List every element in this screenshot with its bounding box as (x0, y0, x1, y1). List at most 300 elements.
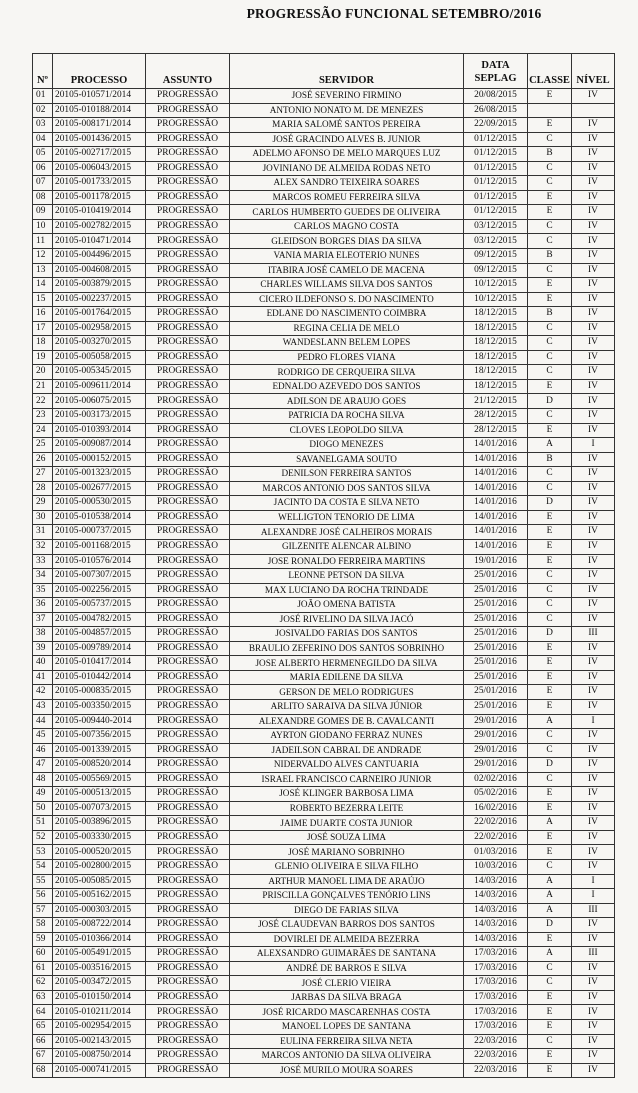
nivel-cell: IV (572, 1049, 615, 1064)
servidor-cell: PRISCILLA GONÇALVES TENÓRIO LINS (230, 889, 464, 904)
data-cell: 02/02/2016 (464, 772, 528, 787)
classe-cell: C (528, 583, 572, 598)
row-number: 50 (33, 801, 53, 816)
nivel-cell: IV (572, 1063, 615, 1078)
nivel-cell: I (572, 438, 615, 453)
data-cell: 05/02/2016 (464, 787, 528, 802)
assunto-cell: PROGRESSÃO (146, 409, 230, 424)
table-row (33, 729, 615, 744)
table-row (33, 89, 615, 104)
processo-cell: 20105-010538/2014 (53, 510, 146, 525)
servidor-cell: ADELMO AFONSO DE MELO MARQUES LUZ (230, 147, 464, 162)
nivel-cell: IV (572, 118, 615, 133)
row-number: 24 (33, 423, 53, 438)
servidor-cell: JADEILSON CABRAL DE ANDRADE (230, 743, 464, 758)
row-number: 21 (33, 379, 53, 394)
nivel-cell: I (572, 889, 615, 904)
row-number: 04 (33, 132, 53, 147)
processo-cell: 20105-003330/2015 (53, 830, 146, 845)
table-row (33, 816, 615, 831)
servidor-cell: MARIA EDILENE DA SILVA (230, 670, 464, 685)
table-row (33, 147, 615, 162)
row-number: 66 (33, 1034, 53, 1049)
row-number: 01 (33, 89, 53, 104)
data-cell: 28/12/2015 (464, 409, 528, 424)
data-cell: 28/12/2015 (464, 423, 528, 438)
data-cell: 22/02/2016 (464, 816, 528, 831)
table-row (33, 409, 615, 424)
progression-table (32, 53, 615, 1078)
assunto-cell: PROGRESSÃO (146, 612, 230, 627)
servidor-cell: JOSÉ MARIANO SOBRINHO (230, 845, 464, 860)
data-cell: 29/01/2016 (464, 714, 528, 729)
row-number: 64 (33, 1005, 53, 1020)
classe-cell: C (528, 234, 572, 249)
classe-cell: C (528, 481, 572, 496)
row-number: 29 (33, 496, 53, 511)
table-row (33, 1034, 615, 1049)
classe-cell: E (528, 641, 572, 656)
classe-cell: C (528, 219, 572, 234)
servidor-cell: JACINTO DA COSTA E SILVA NETO (230, 496, 464, 511)
assunto-cell: PROGRESSÃO (146, 365, 230, 380)
processo-cell: 20105-000835/2015 (53, 685, 146, 700)
row-number: 11 (33, 234, 53, 249)
classe-cell: E (528, 670, 572, 685)
servidor-cell: GERSON DE MELO RODRIGUES (230, 685, 464, 700)
nivel-cell: IV (572, 525, 615, 540)
nivel-cell: I (572, 714, 615, 729)
classe-cell: D (528, 918, 572, 933)
nivel-cell: IV (572, 758, 615, 773)
processo-cell: 20105-003173/2015 (53, 409, 146, 424)
assunto-cell: PROGRESSÃO (146, 249, 230, 264)
table-row (33, 758, 615, 773)
classe-cell: C (528, 161, 572, 176)
table-row (33, 627, 615, 642)
data-cell: 01/12/2015 (464, 190, 528, 205)
assunto-cell: PROGRESSÃO (146, 1034, 230, 1049)
processo-cell: 20105-005085/2015 (53, 874, 146, 889)
processo-cell: 20105-002237/2015 (53, 292, 146, 307)
assunto-cell: PROGRESSÃO (146, 1005, 230, 1020)
processo-cell: 20105-008750/2014 (53, 1049, 146, 1064)
header-processo: PROCESSO (53, 54, 146, 89)
nivel-cell: IV (572, 656, 615, 671)
assunto-cell: PROGRESSÃO (146, 103, 230, 118)
assunto-cell: PROGRESSÃO (146, 656, 230, 671)
classe-cell: C (528, 321, 572, 336)
processo-cell: 20105-008520/2014 (53, 758, 146, 773)
processo-cell: 20105-003472/2015 (53, 976, 146, 991)
processo-cell: 20105-005345/2015 (53, 365, 146, 380)
classe-cell: E (528, 554, 572, 569)
table-row (33, 772, 615, 787)
servidor-cell: MARCOS ANTONIO DOS SANTOS SILVA (230, 481, 464, 496)
data-cell: 18/12/2015 (464, 321, 528, 336)
assunto-cell: PROGRESSÃO (146, 569, 230, 584)
processo-cell: 20105-008171/2014 (53, 118, 146, 133)
servidor-cell: JOSÉ CLAUDEVAN BARROS DOS SANTOS (230, 918, 464, 933)
row-number: 65 (33, 1020, 53, 1035)
processo-cell: 20105-000520/2015 (53, 845, 146, 860)
processo-cell: 20105-000530/2015 (53, 496, 146, 511)
servidor-cell: PATRICIA DA ROCHA SILVA (230, 409, 464, 424)
servidor-cell: JOSÉ SEVERINO FIRMINO (230, 89, 464, 104)
processo-cell: 20105-007307/2015 (53, 569, 146, 584)
header-assunto: ASSUNTO (146, 54, 230, 89)
nivel-cell: IV (572, 132, 615, 147)
nivel-cell: IV (572, 161, 615, 176)
classe-cell: E (528, 699, 572, 714)
table-row (33, 118, 615, 133)
servidor-cell: CHARLES WILLAMS SILVA DOS SANTOS (230, 278, 464, 293)
servidor-cell: MARCOS ROMEU FERREIRA SILVA (230, 190, 464, 205)
row-number: 68 (33, 1063, 53, 1078)
data-cell: 25/01/2016 (464, 641, 528, 656)
servidor-cell: JOSÉ MURILO MOURA SOARES (230, 1063, 464, 1078)
classe-cell: E (528, 990, 572, 1005)
row-number: 67 (33, 1049, 53, 1064)
processo-cell: 20105-005162/2015 (53, 889, 146, 904)
header-data-seplag (464, 54, 528, 89)
nivel-cell: IV (572, 1005, 615, 1020)
processo-cell: 20105-002717/2015 (53, 147, 146, 162)
assunto-cell: PROGRESSÃO (146, 263, 230, 278)
assunto-cell: PROGRESSÃO (146, 161, 230, 176)
processo-cell: 20105-010366/2014 (53, 932, 146, 947)
data-cell: 29/01/2016 (464, 743, 528, 758)
nivel-cell: IV (572, 278, 615, 293)
nivel-cell: IV (572, 961, 615, 976)
processo-cell: 20105-002256/2015 (53, 583, 146, 598)
servidor-cell: JOSIVALDO FARIAS DOS SANTOS (230, 627, 464, 642)
assunto-cell: PROGRESSÃO (146, 990, 230, 1005)
data-cell: 29/01/2016 (464, 758, 528, 773)
row-number: 44 (33, 714, 53, 729)
row-number: 13 (33, 263, 53, 278)
processo-cell: 20105-005569/2015 (53, 772, 146, 787)
table-row (33, 918, 615, 933)
assunto-cell: PROGRESSÃO (146, 219, 230, 234)
data-cell: 10/03/2016 (464, 859, 528, 874)
row-number: 61 (33, 961, 53, 976)
servidor-cell: CARLOS HUMBERTO GUEDES DE OLIVEIRA (230, 205, 464, 220)
assunto-cell: PROGRESSÃO (146, 903, 230, 918)
processo-cell: 20105-010417/2014 (53, 656, 146, 671)
nivel-cell: IV (572, 510, 615, 525)
row-number: 49 (33, 787, 53, 802)
row-number: 19 (33, 350, 53, 365)
assunto-cell: PROGRESSÃO (146, 307, 230, 322)
servidor-cell: WANDESLANN BELEM LOPES (230, 336, 464, 351)
nivel-cell: IV (572, 845, 615, 860)
nivel-cell: IV (572, 685, 615, 700)
row-number: 03 (33, 118, 53, 133)
nivel-cell: IV (572, 801, 615, 816)
processo-cell: 20105-004857/2015 (53, 627, 146, 642)
servidor-cell: RODRIGO DE CERQUEIRA SILVA (230, 365, 464, 380)
table-row (33, 874, 615, 889)
servidor-cell: ANTONIO NONATO M. DE MENEZES (230, 103, 464, 118)
processo-cell: 20105-003270/2015 (53, 336, 146, 351)
assunto-cell: PROGRESSÃO (146, 147, 230, 162)
assunto-cell: PROGRESSÃO (146, 787, 230, 802)
data-cell: 21/12/2015 (464, 394, 528, 409)
table-row (33, 976, 615, 991)
servidor-cell: JOSÉ RIVELINO DA SILVA JACÓ (230, 612, 464, 627)
nivel-cell: IV (572, 147, 615, 162)
row-number: 18 (33, 336, 53, 351)
classe-cell: A (528, 714, 572, 729)
classe-cell: A (528, 874, 572, 889)
classe-cell: D (528, 496, 572, 511)
row-number: 40 (33, 656, 53, 671)
servidor-cell: ADILSON DE ARAUJO GOES (230, 394, 464, 409)
processo-cell: 20105-006075/2015 (53, 394, 146, 409)
nivel-cell: IV (572, 787, 615, 802)
data-cell: 25/01/2016 (464, 612, 528, 627)
row-number: 09 (33, 205, 53, 220)
row-number: 23 (33, 409, 53, 424)
row-number: 43 (33, 699, 53, 714)
assunto-cell: PROGRESSÃO (146, 830, 230, 845)
data-cell: 22/03/2016 (464, 1049, 528, 1064)
nivel-cell: IV (572, 467, 615, 482)
servidor-cell: JOSÉ SOUZA LIMA (230, 830, 464, 845)
assunto-cell: PROGRESSÃO (146, 845, 230, 860)
data-cell: 10/12/2015 (464, 278, 528, 293)
servidor-cell: JOSÉ CLERIO VIEIRA (230, 976, 464, 991)
classe-cell: E (528, 1020, 572, 1035)
row-number: 53 (33, 845, 53, 860)
processo-cell: 20105-004496/2015 (53, 249, 146, 264)
nivel-cell: IV (572, 336, 615, 351)
classe-cell: C (528, 263, 572, 278)
nivel-cell (572, 103, 615, 118)
assunto-cell: PROGRESSÃO (146, 423, 230, 438)
row-number: 55 (33, 874, 53, 889)
classe-cell (528, 103, 572, 118)
table-row (33, 845, 615, 860)
assunto-cell: PROGRESSÃO (146, 496, 230, 511)
nivel-cell: IV (572, 554, 615, 569)
header-data-line1: DATA (481, 59, 510, 71)
classe-cell: D (528, 758, 572, 773)
table-row (33, 176, 615, 191)
row-number: 38 (33, 627, 53, 642)
classe-cell: D (528, 627, 572, 642)
nivel-cell: IV (572, 539, 615, 554)
table-row (33, 903, 615, 918)
data-cell: 18/12/2015 (464, 307, 528, 322)
classe-cell: E (528, 539, 572, 554)
table-row (33, 292, 615, 307)
processo-cell: 20105-001323/2015 (53, 467, 146, 482)
data-cell: 17/03/2016 (464, 990, 528, 1005)
table-row (33, 569, 615, 584)
processo-cell: 20105-009611/2014 (53, 379, 146, 394)
assunto-cell: PROGRESSÃO (146, 336, 230, 351)
header-nivel: NÍVEL (572, 54, 615, 89)
assunto-cell: PROGRESSÃO (146, 394, 230, 409)
servidor-cell: DIEGO DE FARIAS SILVA (230, 903, 464, 918)
data-cell: 22/03/2016 (464, 1063, 528, 1078)
row-number: 63 (33, 990, 53, 1005)
row-number: 54 (33, 859, 53, 874)
data-cell: 14/01/2016 (464, 481, 528, 496)
processo-cell: 20105-009087/2014 (53, 438, 146, 453)
processo-cell: 20105-005058/2015 (53, 350, 146, 365)
row-number: 37 (33, 612, 53, 627)
data-cell: 14/03/2016 (464, 889, 528, 904)
classe-cell: E (528, 932, 572, 947)
processo-cell: 20105-002958/2015 (53, 321, 146, 336)
assunto-cell: PROGRESSÃO (146, 816, 230, 831)
nivel-cell: III (572, 903, 615, 918)
assunto-cell: PROGRESSÃO (146, 932, 230, 947)
row-number: 30 (33, 510, 53, 525)
nivel-cell: IV (572, 307, 615, 322)
classe-cell: E (528, 510, 572, 525)
nivel-cell: IV (572, 350, 615, 365)
servidor-cell: WELLIGTON TENORIO DE LIMA (230, 510, 464, 525)
row-number: 41 (33, 670, 53, 685)
processo-cell: 20105-006043/2015 (53, 161, 146, 176)
data-cell: 14/01/2016 (464, 467, 528, 482)
data-cell: 01/03/2016 (464, 845, 528, 860)
nivel-cell: IV (572, 612, 615, 627)
classe-cell: A (528, 889, 572, 904)
nivel-cell: IV (572, 292, 615, 307)
row-number: 33 (33, 554, 53, 569)
classe-cell: E (528, 1063, 572, 1078)
servidor-cell: ALEXSANDRO GUIMARÃES DE SANTANA (230, 947, 464, 962)
nivel-cell: IV (572, 176, 615, 191)
table-row (33, 830, 615, 845)
classe-cell: C (528, 1034, 572, 1049)
classe-cell: C (528, 772, 572, 787)
data-cell: 25/01/2016 (464, 670, 528, 685)
header-data-line2: SEPLAG (474, 73, 517, 85)
row-number: 57 (33, 903, 53, 918)
assunto-cell: PROGRESSÃO (146, 321, 230, 336)
processo-cell: 20105-001733/2015 (53, 176, 146, 191)
row-number: 47 (33, 758, 53, 773)
nivel-cell: IV (572, 423, 615, 438)
classe-cell: E (528, 379, 572, 394)
servidor-cell: BRAULIO ZEFERINO DOS SANTOS SOBRINHO (230, 641, 464, 656)
table-row (33, 103, 615, 118)
table-row (33, 670, 615, 685)
data-cell: 09/12/2015 (464, 249, 528, 264)
table-row (33, 685, 615, 700)
assunto-cell: PROGRESSÃO (146, 292, 230, 307)
data-cell: 17/03/2016 (464, 1020, 528, 1035)
assunto-cell: PROGRESSÃO (146, 1063, 230, 1078)
classe-cell: C (528, 961, 572, 976)
data-cell: 14/01/2016 (464, 438, 528, 453)
processo-cell: 20105-002954/2015 (53, 1020, 146, 1035)
data-cell: 18/12/2015 (464, 379, 528, 394)
table-row (33, 583, 615, 598)
assunto-cell: PROGRESSÃO (146, 89, 230, 104)
servidor-cell: JOVINIANO DE ALMEIDA RODAS NETO (230, 161, 464, 176)
servidor-cell: DIOGO MENEZES (230, 438, 464, 453)
servidor-cell: EDNALDO AZEVEDO DOS SANTOS (230, 379, 464, 394)
processo-cell: 20105-007073/2015 (53, 801, 146, 816)
table-row (33, 1049, 615, 1064)
classe-cell: D (528, 394, 572, 409)
processo-cell: 20105-010211/2014 (53, 1005, 146, 1020)
classe-cell: B (528, 147, 572, 162)
table-header-row (33, 54, 615, 89)
assunto-cell: PROGRESSÃO (146, 510, 230, 525)
assunto-cell: PROGRESSÃO (146, 874, 230, 889)
assunto-cell: PROGRESSÃO (146, 205, 230, 220)
nivel-cell: IV (572, 452, 615, 467)
data-cell: 29/01/2016 (464, 729, 528, 744)
classe-cell: E (528, 656, 572, 671)
assunto-cell: PROGRESSÃO (146, 1020, 230, 1035)
classe-cell: C (528, 365, 572, 380)
servidor-cell: GILZENITE ALENCAR ALBINO (230, 539, 464, 554)
classe-cell: C (528, 598, 572, 613)
classe-cell: A (528, 947, 572, 962)
table-body (33, 89, 615, 1078)
nivel-cell: I (572, 874, 615, 889)
table-row (33, 307, 615, 322)
nivel-cell: IV (572, 1034, 615, 1049)
table-row (33, 612, 615, 627)
row-number: 51 (33, 816, 53, 831)
servidor-cell: CARLOS MAGNO COSTA (230, 219, 464, 234)
classe-cell: C (528, 729, 572, 744)
servidor-cell: VANIA MARIA ELEOTERIO NUNES (230, 249, 464, 264)
servidor-cell: MARIA SALOMÉ SANTOS PEREIRA (230, 118, 464, 133)
servidor-cell: EDLANE DO NASCIMENTO COIMBRA (230, 307, 464, 322)
row-number: 52 (33, 830, 53, 845)
data-cell: 14/03/2016 (464, 932, 528, 947)
table-row (33, 699, 615, 714)
assunto-cell: PROGRESSÃO (146, 685, 230, 700)
assunto-cell: PROGRESSÃO (146, 772, 230, 787)
data-cell: 14/01/2016 (464, 525, 528, 540)
data-cell: 25/01/2016 (464, 627, 528, 642)
row-number: 15 (33, 292, 53, 307)
table-row (33, 990, 615, 1005)
table-row (33, 554, 615, 569)
header-servidor: SERVIDOR (230, 54, 464, 89)
nivel-cell: IV (572, 990, 615, 1005)
row-number: 22 (33, 394, 53, 409)
table-row (33, 350, 615, 365)
nivel-cell: IV (572, 641, 615, 656)
assunto-cell: PROGRESSÃO (146, 627, 230, 642)
data-cell: 26/08/2015 (464, 103, 528, 118)
servidor-cell: DENILSON FERREIRA SANTOS (230, 467, 464, 482)
classe-cell: B (528, 249, 572, 264)
processo-cell: 20105-009440-2014 (53, 714, 146, 729)
data-cell: 09/12/2015 (464, 263, 528, 278)
classe-cell: C (528, 467, 572, 482)
row-number: 28 (33, 481, 53, 496)
servidor-cell: ALEXANDRE JOSÉ CALHEIROS MORAIS (230, 525, 464, 540)
row-number: 20 (33, 365, 53, 380)
data-cell: 22/09/2015 (464, 118, 528, 133)
nivel-cell: IV (572, 379, 615, 394)
assunto-cell: PROGRESSÃO (146, 118, 230, 133)
